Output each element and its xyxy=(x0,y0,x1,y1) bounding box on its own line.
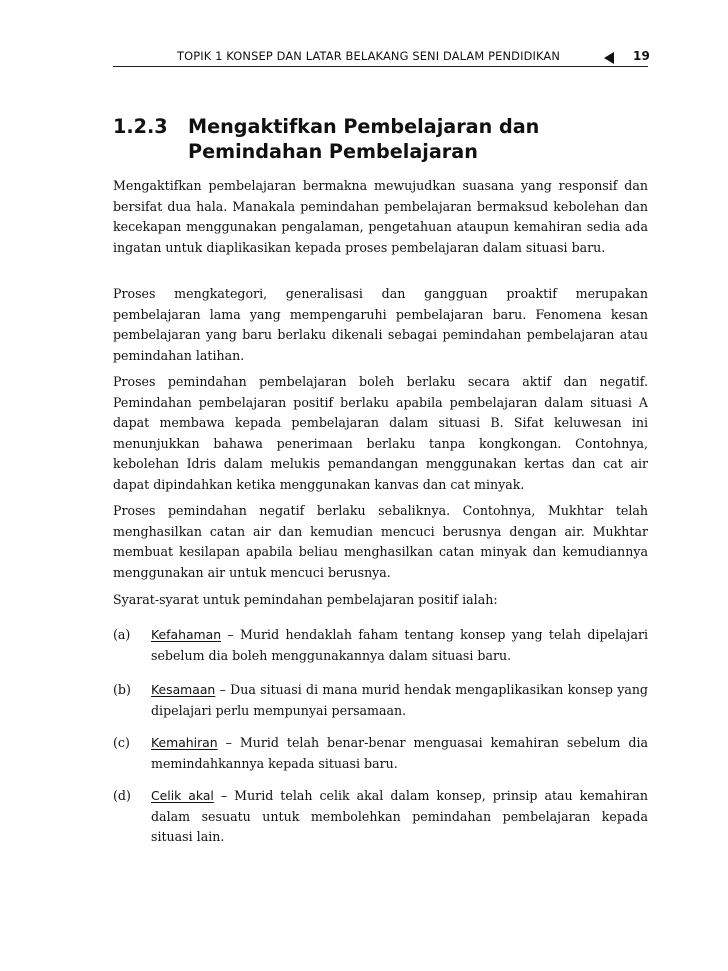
list-item-text xyxy=(151,786,648,848)
paragraph: Proses mengkategori, generalisasi dan gangguan proaktif merupakan pembelajaran lama yang mempengaruhi pembelajaran baru. Fenomena kesan pembelajaran yang baru berlaku dikenali sebagai pemindahan pembelajaran atau pemindahan latihan. xyxy=(113,286,648,363)
page-number: 19 xyxy=(633,49,650,63)
list-item-description: – Dua situasi di mana murid hendak mengaplikasikan konsep yang dipelajari perlu mempunyai persamaan. xyxy=(151,682,648,718)
list-item-description: – Murid telah celik akal dalam konsep, prinsip atau kemahiran dalam sesuatu untuk membolehkan pemindahan pembelajaran kepada situasi lain. xyxy=(151,788,648,844)
list-item-text xyxy=(151,680,648,721)
section-number: 1.2.3 xyxy=(113,115,168,138)
list-item-term: Kefahaman xyxy=(151,627,222,642)
list-item-description: – Murid hendaklah faham tentang konsep yang telah dipelajari sebelum dia boleh menggunakannya dalam situasi baru. xyxy=(151,627,648,663)
list-item-term: Kesamaan xyxy=(151,682,216,697)
list-item-term: Celik akal xyxy=(151,788,214,803)
running-header xyxy=(113,48,648,68)
header-title: TOPIK 1 KONSEP DAN LATAR BELAKANG SENI DALAM PENDIDIKAN xyxy=(177,49,561,63)
paragraph: Mengaktifkan pembelajaran bermakna mewujudkan suasana yang responsif dan bersifat dua hala. Manakala pemindahan pembelajaran bermaksud kebolehan dan kecekapan menggunakan pengalaman, pengetahuan ataupun kemahiran sedia ada ingatan untuk diaplikasikan kepada proses pembelajaran dalam situasi baru. xyxy=(113,178,648,255)
header-rule xyxy=(113,66,648,67)
list-item-text xyxy=(151,625,648,666)
list-item-text xyxy=(151,733,648,774)
list-item-label: (c) xyxy=(113,735,130,750)
list-item-label: (d) xyxy=(113,788,131,803)
list-item-description: – Murid telah benar-benar menguasai kemahiran sebelum dia memindahkannya kepada situasi baru. xyxy=(151,735,648,771)
paragraph: Proses pemindahan pembelajaran boleh berlaku secara aktif dan negatif. Pemindahan pembelajaran positif berlaku apabila pembelajaran dalam situasi A dapat membawa kepada pembelajaran dalam situasi B. Sifat keluwesan ini menunjukkan bahawa penerimaan berlaku tanpa kongkongan. Contohnya, kebolehan Idris dalam melukis pemandangan menggunakan kertas dan cat air dapat dipindahkan ketika menggunakan kanvas dan cat minyak. xyxy=(113,374,648,492)
list-item-label: (b) xyxy=(113,682,131,697)
list-item-term: Kemahiran xyxy=(151,735,218,750)
section-title: Mengaktifkan Pembelajaran dan Pemindahan Pembelajaran xyxy=(188,115,540,163)
left-triangle-icon xyxy=(604,52,614,64)
paragraph: Syarat-syarat untuk pemindahan pembelajaran positif ialah: xyxy=(113,592,498,607)
paragraph: Proses pemindahan negatif berlaku sebaliknya. Contohnya, Mukhtar telah menghasilkan catan air dan kemudian mencuci berusnya dengan air. Mukhtar membuat kesilapan apabila beliau menghasilkan catan minyak dan kemudiannya menggunakan air untuk mencuci berusnya. xyxy=(113,503,648,580)
list-item-label: (a) xyxy=(113,627,131,642)
